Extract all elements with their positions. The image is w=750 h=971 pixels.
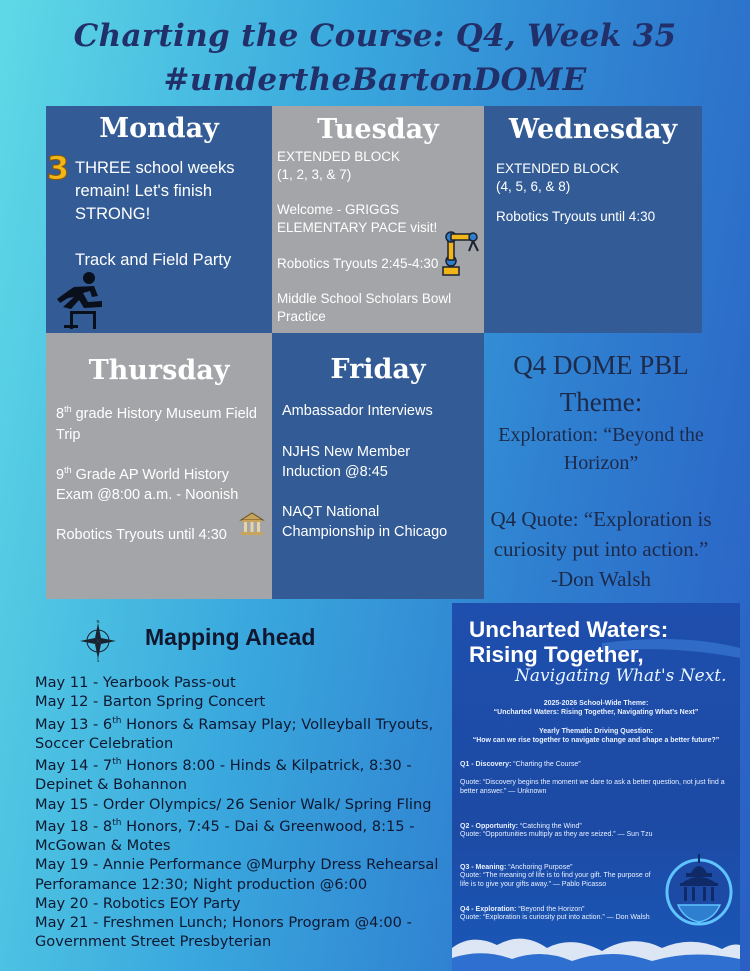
tuesday-welcome-1: Welcome - GRIGGS [277,202,400,217]
robot-arm-icon [438,229,484,279]
compass-rose-icon [77,620,119,662]
theme-line-3: Exploration: “Beyond the [498,424,704,446]
monday-heading: Monday [99,113,219,144]
ordinal-suffix: th [112,757,122,768]
ordinal-suffix: th [112,715,122,726]
title-line-2: #undertheBartonDOME [163,62,587,98]
thursday-cell [46,333,272,599]
list-item: May 19 - Annie Performance @Murphy Dress Rehearsal [35,856,439,874]
q1-title: “Charting the Course” [511,761,581,768]
friday-event-2-line-1: NJHS New Member [282,444,411,460]
friday-cell [272,333,484,599]
list-item: May 11 - Yearbook Pass-out [35,674,236,691]
q4-title: “Beyond the Horizon” [516,906,585,913]
list-item [35,753,445,775]
poster-q2-quote: Quote: “Opportunities multiply as they are seized.” — Sun Tzu [460,831,653,838]
poster-question-label: Yearly Thematic Driving Question: [539,728,653,735]
list-item: Perforamance 12:30; Night production @6:00 [35,875,368,893]
svg-text:S: S [96,658,100,662]
poster-heading-line-2: Rising Together, [469,642,644,667]
monday-cell [46,106,272,333]
monday-event: Track and Field Party [75,251,232,269]
q3-label: Q3 - Meaning: [460,864,507,871]
list-item [35,712,445,734]
number-three-badge [46,150,70,184]
theme-line-4: Horizon” [563,452,639,474]
tuesday-scholars-1: Middle School Scholars Bowl [277,291,452,306]
museum-icon [239,512,265,536]
hurdler-icon [54,269,108,329]
tuesday-block: EXTENDED BLOCK [277,149,401,164]
q4-label: Q4 - Exploration: [460,906,517,913]
thursday-event-2-line-2: Exam @8:00 a.m. - Noonish [56,487,239,503]
friday-heading: Friday [330,354,426,385]
event-text: Honors, 7:45 - Dai & Greenwood, 8:15 - [121,817,415,835]
mapping-ahead-title: Mapping Ahead [145,624,316,650]
q2-label: Q2 - Opportunity: [460,823,518,830]
quote-author: -Don Walsh [551,567,651,591]
quote-line-2: curiosity put into action.” [493,537,709,561]
poster-q4-quote: Quote: “Exploration is curiosity put into action.” — Don Walsh [460,914,650,921]
wednesday-cell [484,106,702,333]
poster-theme-label: 2025-2026 School-Wide Theme: [543,700,649,707]
poster-q1 [460,761,732,770]
list-item: Soccer Celebration [35,734,174,752]
friday-event-3-line-1: NAQT National [282,504,380,520]
thursday-event-2-num: 9 [56,466,65,483]
poster-question-text: “How can we rise together to navigate change and shape a better future?” [472,737,720,744]
thursday-heading: Thursday [88,355,230,386]
monday-line-1: THREE school weeks [75,159,235,177]
tuesday-welcome-2: ELEMENTARY PACE visit! [277,220,438,235]
upcoming-events-list [35,673,445,952]
tuesday-scholars-2: Practice [277,309,326,324]
list-item: May 20 - Robotics EOY Party [35,894,241,912]
thursday-event-2-text: Grade AP World History [71,466,230,483]
monday-line-3: STRONG! [75,205,151,223]
event-text: Honors & Ramsay Play; Volleyball Tryouts, [121,715,434,733]
thursday-event-2 [56,465,229,483]
event-text: May 18 - 8 [35,817,113,835]
poster-q1-quote: Quote: “Discovery begins the moment we dare to ask a better question, not just find a better answer.” — Unknown [460,779,725,795]
q1-label: Q1 - Discovery: [460,761,512,768]
event-text: Honors 8:00 - Hinds & Kilpatrick, 8:30 - [121,756,412,774]
thursday-event-1-line-2: Trip [56,427,81,443]
thursday-event-2-sup: th [64,465,72,475]
event-text: May 14 - 7 [35,756,113,774]
list-item: Depinet & Bohannon [35,776,187,794]
monday-line-2: remain! Let's finish [75,182,213,200]
quote-line-1: Q4 Quote: “Exploration is [490,507,712,531]
friday-event-1: Ambassador Interviews [282,403,433,419]
list-item: May 12 - Barton Spring Concert [35,693,266,711]
ordinal-suffix: th [112,817,122,828]
poster-heading-line-1: Uncharted Waters: [469,617,669,642]
title-line-1: Charting the Course: Q4, Week 35 [73,18,677,54]
q3-title: “Anchoring Purpose” [506,864,573,871]
list-item: McGowan & Motes [35,836,171,854]
tuesday-robotics: Robotics Tryouts 2:45-4:30 [277,256,439,271]
poster-subheading: Navigating What's Next. [515,666,727,686]
wednesday-heading: Wednesday [508,114,678,145]
event-text: May 13 - 6 [35,715,113,733]
thursday-event-1-sup: th [64,404,72,414]
thursday-robotics: Robotics Tryouts until 4:30 [56,527,227,543]
list-item: Government Street Presbyterian [35,933,272,951]
page-title [0,14,750,102]
tuesday-heading: Tuesday [317,114,439,145]
tuesday-cell [272,106,484,333]
thursday-event-1-text: grade History Museum Field [71,405,257,422]
friday-event-2-line-2: Induction @8:45 [282,464,388,480]
wednesday-block: EXTENDED BLOCK [496,161,620,176]
list-item: May 21 - Freshmen Lunch; Honors Program @4:00 - [35,914,412,932]
capitol-dome-seal-icon [664,849,734,927]
theme-line-2: Theme: [559,387,643,417]
friday-event-3-line-2: Championship in Chicago [282,524,448,540]
thursday-event-1-num: 8 [56,405,65,422]
list-item [35,814,445,836]
school-theme-poster [452,603,740,971]
theme-line-1: Q4 DOME PBL [513,350,689,380]
poster-q3-quote: Quote: “The meaning of life is to find your gift. The purpose of life is to give your gifts away.” — Pablo Picasso [460,872,651,888]
list-item: May 15 - Order Olympics/ 26 Senior Walk/ Spring Fling [35,795,432,813]
wednesday-periods: (4, 5, 6, & 8) [496,179,571,194]
wednesday-robotics: Robotics Tryouts until 4:30 [496,209,656,224]
svg-text:N: N [96,620,100,624]
tuesday-periods: (1, 2, 3, & 7) [277,167,352,182]
poster-theme-text: “Uncharted Waters: Rising Together, Navigating What’s Next” [493,709,699,716]
q2-title: “Catching the Wind” [517,823,582,830]
thursday-event-1 [56,404,257,422]
three-digit: 3 [46,150,70,184]
